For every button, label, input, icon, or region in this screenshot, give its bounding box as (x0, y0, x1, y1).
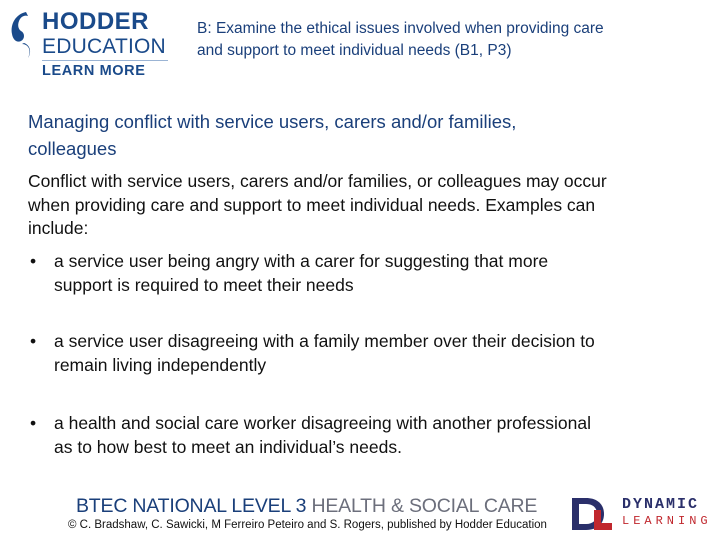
intro-line: Conflict with service users, carers and/or families, or colleagues may occur (28, 171, 607, 191)
list-item (28, 330, 708, 377)
bullet-icon: • (30, 251, 37, 271)
logo-hodder-text: HODDER (42, 8, 150, 35)
list-item (28, 412, 708, 459)
hodder-education-logo (8, 8, 168, 80)
footer-brand-main: BTEC NATIONAL LEVEL 3 (76, 495, 307, 517)
list-item-line: a health and social care worker disagreeing with another professional (54, 413, 591, 433)
intro-line: include: (28, 218, 89, 238)
example-list (28, 330, 708, 377)
section-heading-line: colleagues (28, 138, 117, 159)
section-heading-line: Managing conflict with service users, carers and/or families, (28, 111, 517, 132)
intro-paragraph (28, 170, 708, 241)
copyright-notice: © C. Bradshaw, C. Sawicki, M Ferreiro Peteiro and S. Rogers, published by Hodder Education (68, 519, 547, 531)
hodder-comma-icon (8, 10, 38, 60)
dl-dynamic-text: DYNAMIC (622, 496, 700, 513)
example-list (28, 250, 708, 297)
logo-learn-more-text: LEARN MORE (42, 63, 146, 79)
list-item-line: support is required to meet their needs (54, 274, 354, 295)
dynamic-learning-mark-icon (570, 496, 614, 532)
list-item-line: a service user being angry with a carer for suggesting that more (54, 251, 549, 271)
footer-brand (76, 495, 537, 518)
bullet-icon: • (30, 331, 37, 351)
list-item-line: a service user disagreeing with a family member over their decision to (54, 331, 595, 351)
footer-brand-subject: HEALTH & SOCIAL CARE (306, 495, 538, 517)
section-heading (28, 108, 708, 162)
header-title-line: B: Examine the ethical issues involved when providing care (197, 20, 604, 37)
slide-header-title (197, 18, 707, 62)
intro-line: when providing care and support to meet individual needs. Examples can (28, 194, 596, 215)
example-list (28, 412, 708, 459)
header-title-line: and support to meet individual needs (B1, P3) (197, 42, 512, 59)
bullet-icon: • (30, 413, 37, 433)
list-item-line: as to how best to meet an individual’s needs. (54, 436, 402, 457)
dynamic-learning-logo (570, 496, 710, 532)
logo-divider (42, 60, 168, 61)
list-item (28, 250, 708, 297)
dl-learning-text: LEARNING (622, 514, 712, 528)
list-item-line: remain living independently (54, 354, 267, 375)
logo-education-text: EDUCATION (42, 35, 166, 58)
